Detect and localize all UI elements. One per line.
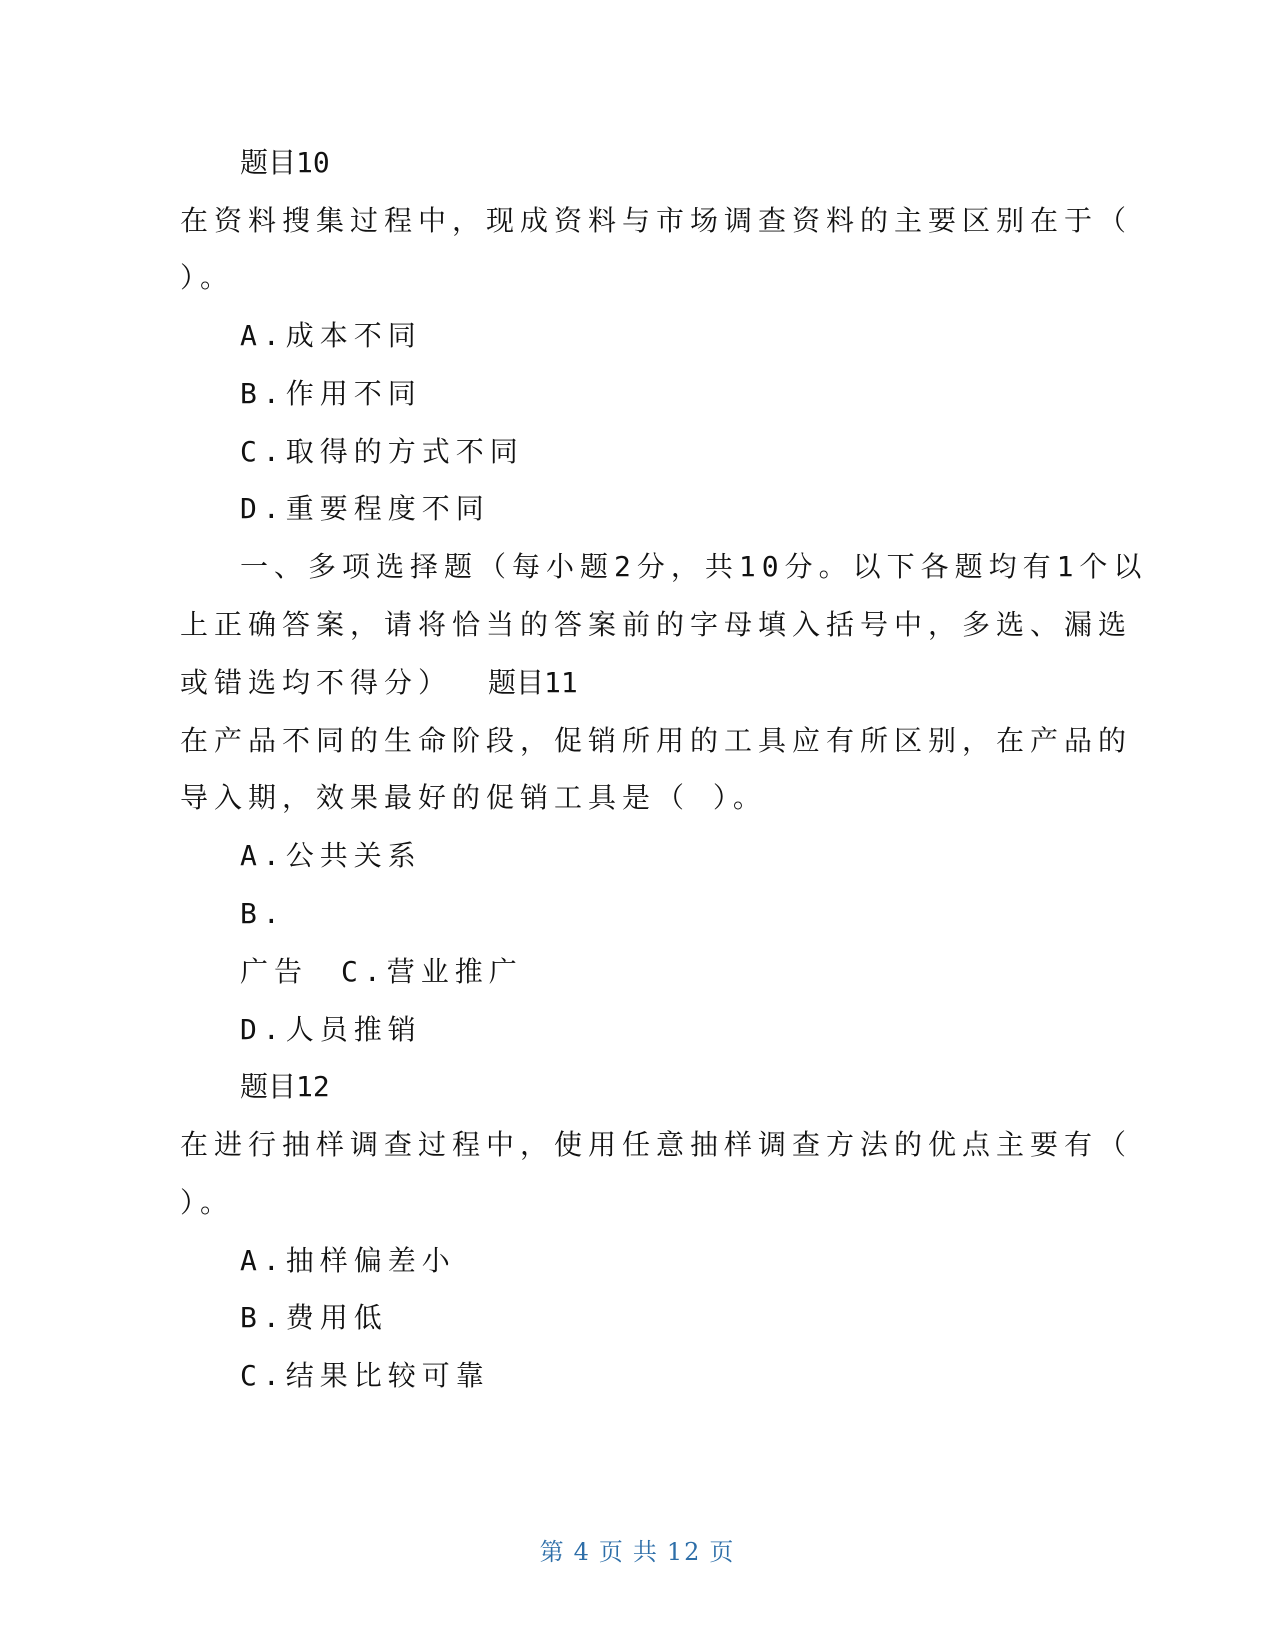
footer-ye2: 页 bbox=[709, 1538, 736, 1566]
q12-option-a: A.抽样偏差小 bbox=[240, 1244, 456, 1277]
section-multi-line2: 上正确答案，请将恰当的答案前的字母填入括号中，多选、漏选 bbox=[180, 608, 1133, 641]
q10-option-a: A.成本不同 bbox=[240, 319, 422, 352]
q11-option-c: C.营业推广 bbox=[341, 955, 523, 988]
q11-option-d: D.人员推销 bbox=[240, 1013, 422, 1046]
q12-option-b: B.费用低 bbox=[240, 1301, 388, 1334]
q11-stem-line2: 导入期，效果最好的促销工具是（ ）。 bbox=[180, 781, 767, 814]
q10-stem-line2: ）。 bbox=[180, 261, 235, 294]
q11-option-a: A.公共关系 bbox=[240, 839, 422, 872]
footer-di: 第 bbox=[539, 1538, 566, 1566]
q10-stem-line1: 在资料搜集过程中，现成资料与市场调查资料的主要区别在于（ bbox=[180, 204, 1133, 237]
q11-option-b-label: B. bbox=[240, 897, 286, 930]
q12-heading: 题目12 bbox=[240, 1070, 330, 1103]
section-multi-line1: 一、多项选择题（每小题2分，共10分。以下各题均有1个以 bbox=[240, 550, 1148, 583]
page-footer bbox=[0, 1532, 1275, 1567]
footer-gong: 共 bbox=[632, 1538, 659, 1566]
footer-page-number: 4 bbox=[573, 1538, 591, 1566]
q12-option-c: C.结果比较可靠 bbox=[240, 1359, 490, 1392]
q10-option-b: B.作用不同 bbox=[240, 377, 422, 410]
q10-option-d: D.重要程度不同 bbox=[240, 492, 490, 525]
q12-stem-line1: 在进行抽样调查过程中，使用任意抽样调查方法的优点主要有（ bbox=[180, 1128, 1133, 1161]
q11-option-b-text: 广告 bbox=[240, 955, 309, 988]
section-multi-line3 bbox=[180, 663, 578, 703]
footer-ye: 页 bbox=[598, 1538, 625, 1566]
q12-stem-line2: ）。 bbox=[180, 1186, 235, 1219]
footer-total-pages: 12 bbox=[666, 1538, 702, 1566]
q11-stem-line1: 在产品不同的生命阶段，促销所用的工具应有所区别，在产品的 bbox=[180, 724, 1133, 757]
q11-heading: 题目11 bbox=[488, 666, 578, 699]
q10-heading: 题目10 bbox=[240, 146, 330, 179]
section-multi-prefix: 或错选均不得分） bbox=[180, 666, 453, 699]
q10-option-c: C.取得的方式不同 bbox=[240, 435, 524, 468]
